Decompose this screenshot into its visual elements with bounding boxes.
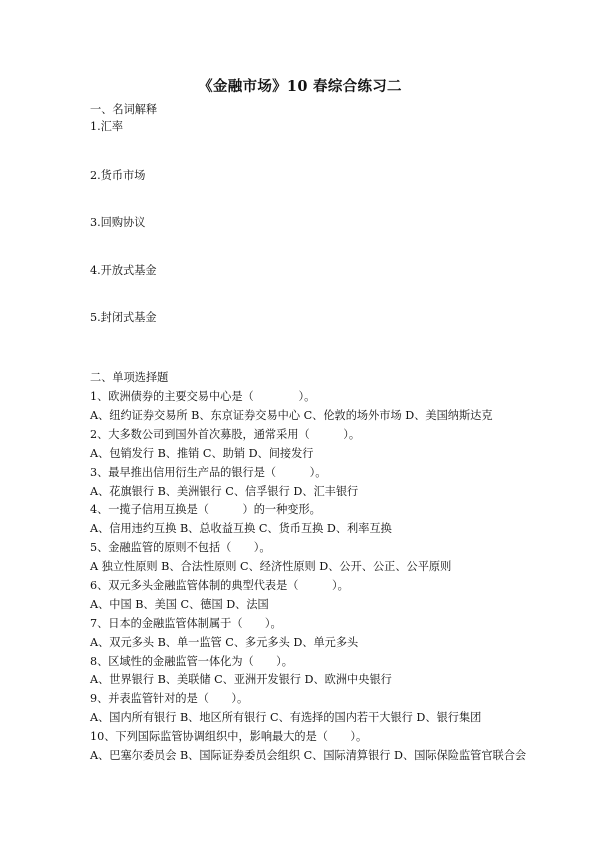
section-heading-definitions: 一、名词解释 [90,103,158,116]
question-text: 10、下列国际监管协调组织中，影响最大的是（ ）。 [90,730,368,743]
question-text: 3、最早推出信用衍生产品的银行是（ ）。 [90,466,327,479]
term-item: 2.货币市场 [90,169,146,182]
question-options: A、信用违约互换 B、总收益互换 C、货币互换 D、利率互换 [90,522,392,535]
section-heading-single-choice: 二、单项选择题 [90,371,169,384]
question-options: A、国内所有银行 B、地区所有银行 C、有选择的国内若干大银行 D、银行集团 [90,711,482,724]
question-text: 1、欧洲债券的主要交易中心是（ ）。 [90,390,316,403]
question-text: 9、并表监管针对的是（ ）。 [90,692,249,705]
term-item: 5.封闭式基金 [90,311,157,324]
term-item: 3.回购协议 [90,216,146,229]
question-options: A、双元多头 B、单一监管 C、多元多头 D、单元多头 [90,636,359,649]
question-text: 6、双元多头金融监管体制的典型代表是（ ）。 [90,579,349,592]
term-item: 4.开放式基金 [90,264,157,277]
question-text: 8、区域性的金融监管一体化为（ ）。 [90,655,293,668]
question-options: A 独立性原则 B、合法性原则 C、经济性原则 D、公开、公正、公平原则 [90,560,452,573]
question-text: 4、一揽子信用互换是（ ）的一种变形。 [90,503,321,516]
question-text: 2、大多数公司到国外首次募股，通常采用（ ）。 [90,428,361,441]
question-options: A、中国 B、美国 C、德国 D、法国 [90,598,269,611]
document-title: 《金融市场》10 春综合练习二 [198,78,402,95]
question-options: A、世界银行 B、美联储 C、亚洲开发银行 D、欧洲中央银行 [90,673,392,686]
question-options: A、纽约证券交易所 B、东京证券交易中心 C、伦敦的场外市场 D、美国纳斯达克 [90,409,493,422]
question-options: A、巴塞尔委员会 B、国际证券委员会组织 C、国际清算银行 D、国际保险监管官联合会 [90,749,527,762]
term-item: 1.汇率 [90,120,124,133]
question-options: A、包销发行 B、推销 C、助销 D、间接发行 [90,447,314,460]
question-text: 7、日本的金融监管体制属于（ ）。 [90,617,282,630]
question-text: 5、金融监管的原则不包括（ ）。 [90,541,271,554]
question-options: A、花旗银行 B、美洲银行 C、信孚银行 D、汇丰银行 [90,485,359,498]
